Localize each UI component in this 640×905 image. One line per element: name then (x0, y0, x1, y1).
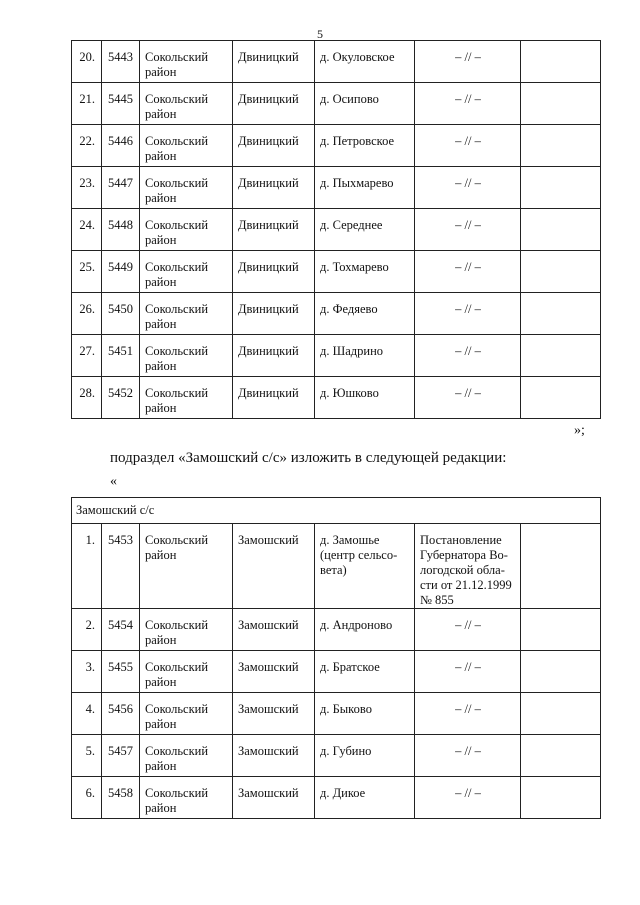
row-number: 24. (72, 209, 102, 251)
district-name: Сокольский район (140, 524, 233, 609)
opening-quote: « (110, 474, 117, 489)
settlement-name: д. Тохмарево (315, 251, 415, 293)
legal-basis: – // – (415, 125, 521, 167)
legal-basis: – // – (415, 209, 521, 251)
council-name: Двиницкий (233, 209, 315, 251)
note-cell (521, 209, 601, 251)
council-name: Двиницкий (233, 41, 315, 83)
legal-basis: – // – (415, 41, 521, 83)
table-row (72, 609, 601, 651)
note-cell (521, 83, 601, 125)
settlement-name: д. Андроново (315, 609, 415, 651)
district-name: Сокольский район (140, 209, 233, 251)
settlement-name: д. Быково (315, 693, 415, 735)
district-name: Сокольский район (140, 167, 233, 209)
table-row (72, 651, 601, 693)
table-row (72, 209, 601, 251)
registry-code: 5445 (102, 83, 140, 125)
registry-code: 5453 (102, 524, 140, 609)
district-name: Сокольский район (140, 693, 233, 735)
note-cell (521, 651, 601, 693)
district-name: Сокольский район (140, 83, 233, 125)
council-name: Двиницкий (233, 335, 315, 377)
district-name: Сокольский район (140, 777, 233, 819)
registry-code: 5451 (102, 335, 140, 377)
district-name: Сокольский район (140, 377, 233, 419)
district-name: Сокольский район (140, 293, 233, 335)
registry-code: 5456 (102, 693, 140, 735)
settlement-name: д. Окуловское (315, 41, 415, 83)
registry-code: 5455 (102, 651, 140, 693)
district-name: Сокольский район (140, 335, 233, 377)
row-number: 22. (72, 125, 102, 167)
row-number: 21. (72, 83, 102, 125)
row-number: 1. (72, 524, 102, 609)
legal-basis: – // – (415, 377, 521, 419)
row-number: 6. (72, 777, 102, 819)
row-number: 26. (72, 293, 102, 335)
table-row (72, 524, 601, 609)
note-cell (521, 167, 601, 209)
table-row (72, 377, 601, 419)
council-name: Двиницкий (233, 125, 315, 167)
council-name: Двиницкий (233, 377, 315, 419)
instruction-text: подраздел «Замошский с/с» изложить в следующей редакции: (110, 450, 507, 466)
settlement-name: д. Петровское (315, 125, 415, 167)
row-number: 20. (72, 41, 102, 83)
table-row (72, 167, 601, 209)
note-cell (521, 735, 601, 777)
legal-basis: Постановление Губернатора Во-логодской обла-сти от 21.12.1999 № 855 (415, 524, 521, 609)
legal-basis: – // – (415, 167, 521, 209)
row-number: 25. (72, 251, 102, 293)
legal-basis: – // – (415, 735, 521, 777)
note-cell (521, 251, 601, 293)
settlement-name: д. Середнее (315, 209, 415, 251)
closing-quote: »; (574, 423, 585, 438)
note-cell (521, 335, 601, 377)
district-name: Сокольский район (140, 609, 233, 651)
settlements-table-zamoshsky (71, 497, 601, 819)
district-name: Сокольский район (140, 735, 233, 777)
legal-basis: – // – (415, 335, 521, 377)
page-number: 5 (317, 27, 323, 41)
settlement-name: д. Братское (315, 651, 415, 693)
row-number: 3. (72, 651, 102, 693)
row-number: 23. (72, 167, 102, 209)
settlement-name: д. Осипово (315, 83, 415, 125)
district-name: Сокольский район (140, 41, 233, 83)
district-name: Сокольский район (140, 651, 233, 693)
note-cell (521, 125, 601, 167)
section-title: Замошский с/с (72, 498, 601, 524)
registry-code: 5449 (102, 251, 140, 293)
registry-code: 5448 (102, 209, 140, 251)
table-row (72, 251, 601, 293)
table-row (72, 335, 601, 377)
council-name: Двиницкий (233, 83, 315, 125)
registry-code: 5447 (102, 167, 140, 209)
registry-code: 5443 (102, 41, 140, 83)
table-row (72, 777, 601, 819)
legal-basis: – // – (415, 609, 521, 651)
council-name: Двиницкий (233, 167, 315, 209)
legal-basis: – // – (415, 251, 521, 293)
legal-basis: – // – (415, 83, 521, 125)
council-name: Замошский (233, 735, 315, 777)
row-number: 27. (72, 335, 102, 377)
note-cell (521, 41, 601, 83)
note-cell (521, 777, 601, 819)
council-name: Замошский (233, 524, 315, 609)
settlement-name: д. Губино (315, 735, 415, 777)
settlement-name: д. Федяево (315, 293, 415, 335)
row-number: 4. (72, 693, 102, 735)
note-cell (521, 609, 601, 651)
note-cell (521, 377, 601, 419)
settlement-name: д. Шадрино (315, 335, 415, 377)
settlement-name: д. Дикое (315, 777, 415, 819)
table-row (72, 41, 601, 83)
settlement-name: д. Пыхмарево (315, 167, 415, 209)
settlement-name: д. Замошье (центр сельсо-вета) (315, 524, 415, 609)
legal-basis: – // – (415, 293, 521, 335)
table-row (72, 693, 601, 735)
table-row (72, 125, 601, 167)
legal-basis: – // – (415, 777, 521, 819)
council-name: Замошский (233, 777, 315, 819)
settlements-table-dvinitsky (71, 40, 601, 419)
registry-code: 5454 (102, 609, 140, 651)
note-cell (521, 693, 601, 735)
council-name: Замошский (233, 651, 315, 693)
council-name: Двиницкий (233, 251, 315, 293)
district-name: Сокольский район (140, 125, 233, 167)
registry-code: 5446 (102, 125, 140, 167)
registry-code: 5452 (102, 377, 140, 419)
row-number: 5. (72, 735, 102, 777)
section-header-row (72, 498, 601, 524)
district-name: Сокольский район (140, 251, 233, 293)
legal-basis: – // – (415, 693, 521, 735)
note-cell (521, 524, 601, 609)
table-row (72, 293, 601, 335)
council-name: Замошский (233, 609, 315, 651)
table-row (72, 83, 601, 125)
table-row (72, 735, 601, 777)
registry-code: 5458 (102, 777, 140, 819)
note-cell (521, 293, 601, 335)
legal-basis: – // – (415, 651, 521, 693)
council-name: Замошский (233, 693, 315, 735)
row-number: 28. (72, 377, 102, 419)
registry-code: 5450 (102, 293, 140, 335)
row-number: 2. (72, 609, 102, 651)
registry-code: 5457 (102, 735, 140, 777)
settlement-name: д. Юшково (315, 377, 415, 419)
council-name: Двиницкий (233, 293, 315, 335)
